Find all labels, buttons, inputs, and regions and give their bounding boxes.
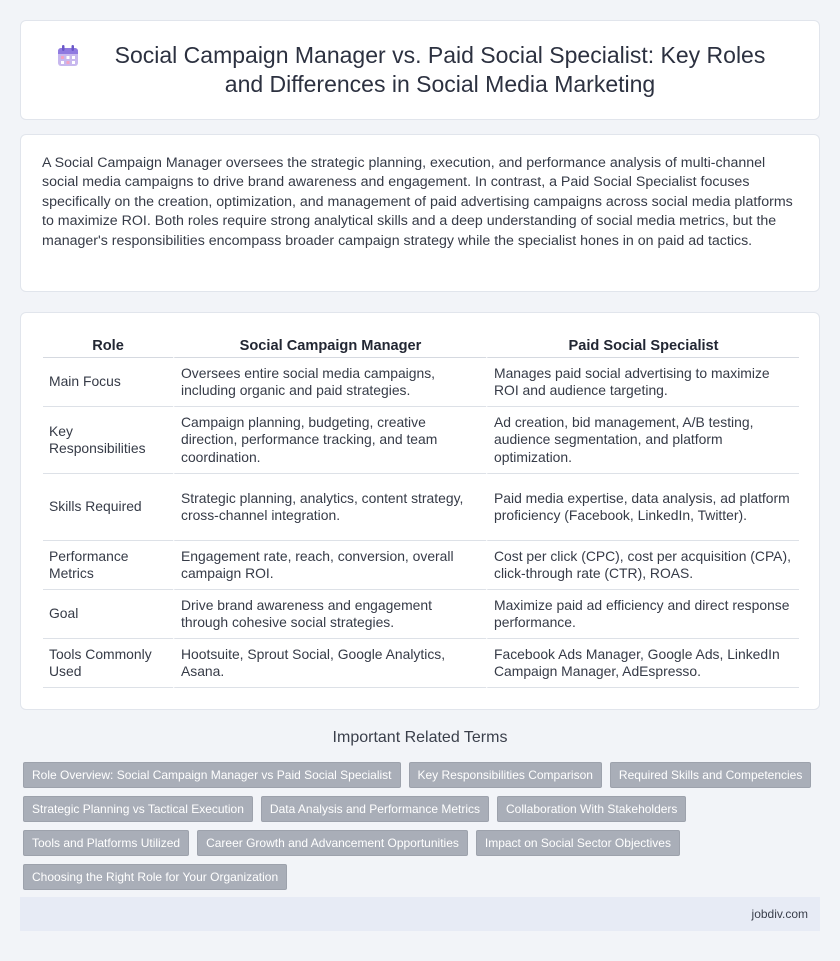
intro-card [20,134,820,292]
table-cell: Maximize paid ad efficiency and direct response performance. [486,590,799,639]
table-cell-role: Key Responsibilities [43,407,173,474]
table-cell: Strategic planning, analytics, content strategy, cross-channel integration. [173,474,486,541]
table-header: Role [43,331,173,358]
related-term-tag[interactable]: Tools and Platforms Utilized [23,830,189,856]
footer [20,897,820,931]
related-term-tag[interactable]: Data Analysis and Performance Metrics [261,796,489,822]
table-row [43,407,799,474]
related-terms-list [23,762,823,890]
table-cell: Campaign planning, budgeting, creative direction, performance tracking, and team coordination. [173,407,486,474]
table-header-row [43,331,799,358]
related-term-tag[interactable]: Career Growth and Advancement Opportunities [197,830,468,856]
table-cell: Engagement rate, reach, conversion, overall campaign ROI. [173,541,486,590]
related-term-tag[interactable]: Role Overview: Social Campaign Manager vs Paid Social Specialist [23,762,401,788]
table-row [43,639,799,688]
table-cell: Facebook Ads Manager, Google Ads, LinkedIn Campaign Manager, AdEspresso. [486,639,799,688]
related-term-tag[interactable]: Key Responsibilities Comparison [409,762,602,788]
related-term-tag[interactable]: Required Skills and Competencies [610,762,811,788]
table-cell-role: Main Focus [43,358,173,407]
table-row [43,358,799,407]
table-row [43,590,799,639]
comparison-table-card [20,312,820,710]
table-cell-role: Performance Metrics [43,541,173,590]
table-cell: Cost per click (CPC), cost per acquisition (CPA), click-through rate (CTR), ROAS. [486,541,799,590]
related-term-tag[interactable]: Strategic Planning vs Tactical Execution [23,796,253,822]
page-title: Social Campaign Manager vs. Paid Social Specialist: Key Roles and Differences in Social Media Marketing [114,42,766,97]
intro-paragraph: A Social Campaign Manager oversees the strategic planning, execution, and performance analysis of multi-channel social media campaigns to drive brand awareness and engagement. In contrast, a Paid Social Specialist focuses specifically on the creation, optimization, and management of paid advertising campaigns across social media platforms to maximize ROI. Both roles require strong analytical skills and a deep understanding of social media metrics, but the manager's responsibilities encompass broader campaign strategy while the specialist hones in on paid ad tactics. [42,155,793,249]
header-card [20,20,820,120]
table-cell-role: Tools Commonly Used [43,639,173,688]
table-cell: Ad creation, bid management, A/B testing, audience segmentation, and platform optimization. [486,407,799,474]
table-cell: Manages paid social advertising to maximize ROI and audience targeting. [486,358,799,407]
table-cell: Paid media expertise, data analysis, ad platform proficiency (Facebook, LinkedIn, Twitter). [486,474,799,541]
footer-site-link[interactable]: jobdiv.com [751,907,808,921]
table-cell-role: Skills Required [43,474,173,541]
table-row [43,541,799,590]
comparison-table [43,331,799,688]
table-cell: Oversees entire social media campaigns, including organic and paid strategies. [173,358,486,407]
table-header: Social Campaign Manager [173,331,486,358]
related-term-tag[interactable]: Choosing the Right Role for Your Organization [23,864,287,890]
table-header: Paid Social Specialist [486,331,799,358]
related-terms-title: Important Related Terms [332,729,508,746]
table-cell-role: Goal [43,590,173,639]
table-row [43,474,799,541]
table-cell: Hootsuite, Sprout Social, Google Analytics, Asana. [173,639,486,688]
related-term-tag[interactable]: Collaboration With Stakeholders [497,796,686,822]
table-cell: Drive brand awareness and engagement through cohesive social strategies. [173,590,486,639]
calendar-icon [55,43,81,69]
related-term-tag[interactable]: Impact on Social Sector Objectives [476,830,680,856]
